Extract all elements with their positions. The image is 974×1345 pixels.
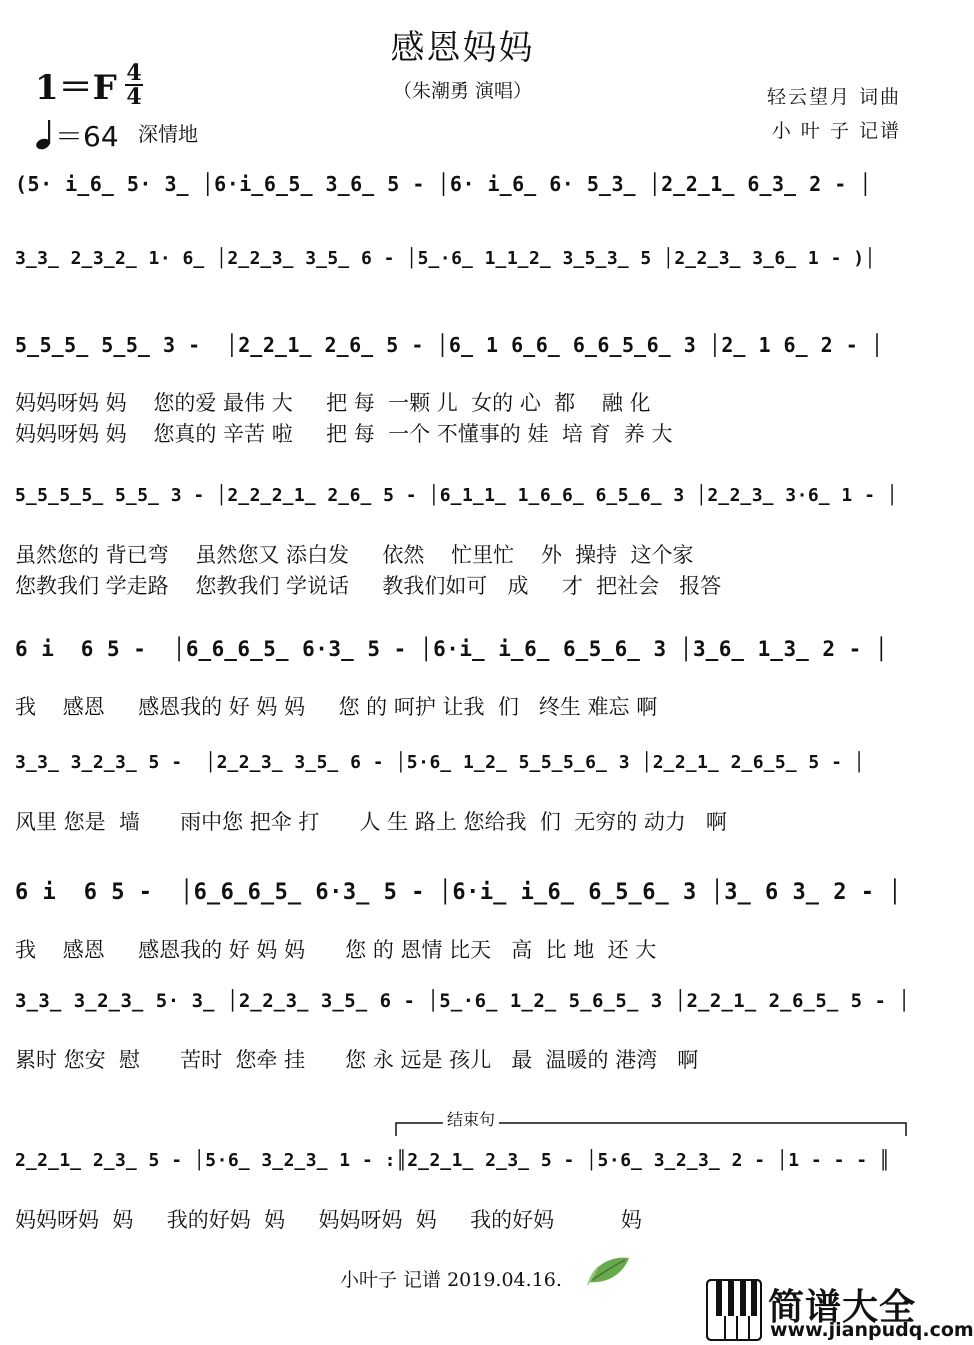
lyric-line: 我 感恩 感恩我的 好 妈 妈 您 的 恩情 比天 高 比 地 还 大 — [15, 938, 657, 962]
notation-line: 2̲2̲1̲ 2̲3̲ 5 - │5·6̲ 3̲2̲3̲ 1 - :║2̲2̲1̲ 2̲3̲ 5 - │5·6̲ 3̲2̲3̲ 2 - │1 - - - ║ — [15, 1150, 891, 1171]
time-signature — [125, 62, 143, 108]
key-signature: 1＝F — [35, 68, 117, 108]
lyric-line: 您教我们 学走路 您教我们 学说话 教我们如可 成 才 把社会 报答 — [15, 574, 722, 598]
lyric-line: 我 感恩 感恩我的 好 妈 妈 您 的 呵护 让我 们 终生 难忘 啊 — [15, 695, 658, 719]
notation-line: 6 i 6 5 - │6̲6̲6̲5̲ 6·3̲ 5 - │6·i̲ i̲6̲ 6̲5̲6̲ 3 │3̲6̲ 1̲3̲ 2 - │ — [15, 637, 889, 661]
notation-line: 3̲3̲ 2̲3̲2̲ 1· 6̲ │2̲2̲3̲ 3̲5̲ 6 - │5̲·6̲ 1̲1̲2̲ 3̲5̲3̲ 5 │2̲2̲3̲ 3̲6̲ 1 - )│ — [15, 248, 876, 269]
lyric-line: 妈妈呀妈 妈 您的爱 最伟 大 把 每 一颗 儿 女的 心 都 融 化 — [15, 391, 651, 415]
notation-line: 5̲5̲5̲5̲ 5̲5̲ 3 - │2̲2̲2̲1̲ 2̲6̲ 5 - │6̲1̲1̲ 1̲6̲6̲ 6̲5̲6̲ 3 │2̲2̲3̲ 3·6̲ 1 - │ — [15, 485, 899, 506]
footer-credit: 小叶子 记谱 2019.04.16. — [340, 1269, 562, 1291]
notation-line: 3̲3̲ 3̲2̲3̲ 5· 3̲ │2̲2̲3̲ 3̲5̲ 6 - │5̲·6̲ 1̲2̲ 5̲6̲5̲ 3 │2̲2̲1̲ 2̲6̲5̲ 5 - │ — [15, 990, 911, 1012]
logo-name: 简谱大全 — [768, 1287, 917, 1328]
tempo-mark — [35, 115, 119, 155]
time-top: 4 — [126, 60, 142, 86]
song-title: 感恩妈妈 — [390, 28, 535, 68]
notation-line: (5· i̲6̲ 5· 3̲ │6·i̲6̲5̲ 3̲6̲ 5 - │6· i̲6̲ 6· 5̲3̲ │2̲2̲1̲ 6̲3̲ 2 - │ — [15, 172, 872, 196]
lyric-line: 妈妈呀妈 妈 您真的 辛苦 啦 把 每 一个 不懂事的 娃 培 育 养 大 — [15, 422, 673, 446]
logo-url: www.jianpudq.com — [770, 1319, 974, 1341]
notation-line: 6 i 6 5 - │6̲6̲6̲5̲ 6·3̲ 5 - │6·i̲ i̲6̲ 6̲5̲6̲ 3 │3̲ 6 3̲ 2 - │ — [15, 880, 902, 905]
tempo-value: ＝64 — [55, 120, 119, 153]
composer-credit: 轻云望月 词曲 — [766, 86, 901, 108]
time-bottom: 4 — [126, 84, 142, 110]
lyric-line: 风里 您是 墙 雨中您 把伞 打 人 生 路上 您给我 们 无穷的 动力 啊 — [15, 810, 727, 834]
lyric-line: 妈妈呀妈 妈 我的好妈 妈 妈妈呀妈 妈 我的好妈 妈 — [15, 1208, 642, 1232]
ending-label: 结束句 — [443, 1107, 499, 1130]
lyric-line: 虽然您的 背已弯 虽然您又 添白发 依然 忙里忙 外 操持 这个家 — [15, 543, 694, 567]
notation-line: 5̲5̲5̲ 5̲5̲ 3 - │2̲2̲1̲ 2̲6̲ 5 - │6̲ 1 6̲6̲ 6̲6̲5̲6̲ 3 │2̲ 1 6̲ 2 - │ — [15, 333, 884, 357]
singer-credit: （朱潮勇 演唱） — [392, 80, 533, 102]
quarter-note-icon — [35, 118, 55, 150]
notation-line: 3̲3̲ 3̲2̲3̲ 5 - │2̲2̲3̲ 3̲5̲ 6 - │5·6̲ 1̲2̲ 5̲5̲5̲6̲ 3 │2̲2̲1̲ 2̲6̲5̲ 5 - │ — [15, 752, 866, 773]
lyric-line: 累时 您安 慰 苦时 您牵 挂 您 永 远是 孩儿 最 温暖的 港湾 啊 — [15, 1048, 699, 1072]
leaf-icon — [585, 1252, 631, 1288]
piano-keys-icon — [706, 1279, 762, 1341]
transcriber-credit: 小 叶 子 记谱 — [771, 120, 901, 142]
tempo-expression: 深情地 — [138, 122, 198, 146]
